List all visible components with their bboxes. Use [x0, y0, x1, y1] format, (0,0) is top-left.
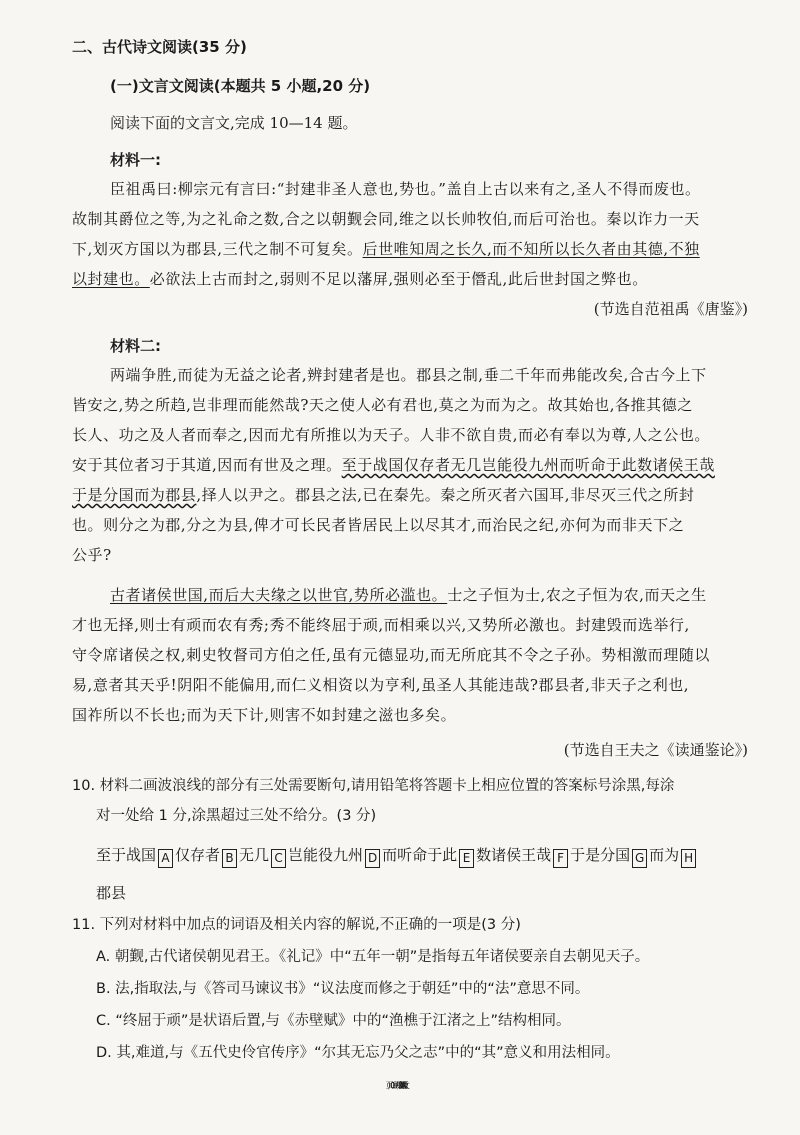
break-marker-A[interactable]: A — [158, 849, 173, 868]
material1-line: 故制其爵位之等,为之礼命之数,合之以朝觐会同,维之以长帅牧伯,而后可治也。秦以诈力一天 — [72, 210, 700, 228]
question-11-stem: 11. 下列对材料中加点的词语及相关内容的解说,不正确的一项是(3 分) — [72, 917, 521, 933]
break-marker-G[interactable]: G — [632, 849, 647, 868]
material1-underlined-text: 后世唯知周之长久,而不知所以长久者由其德,不独 — [362, 240, 700, 258]
break-marker-D[interactable]: D — [365, 849, 380, 868]
break-marker-E[interactable]: E — [459, 849, 474, 868]
material1-line — [72, 239, 700, 259]
break-marker-C[interactable]: C — [271, 849, 286, 868]
material1-line: 臣祖禹曰:柳宗元有言曰:“封建非圣人意也,势也。”盖自上古以来有之,圣人不得而废也。 — [110, 180, 701, 198]
material2-line — [72, 455, 715, 475]
material1-text: 必欲法上古而封之,弱则不足以藩屏,强则必至于僭乱,此后世封国之弊也。 — [149, 270, 648, 288]
material2-line: 皆安之,势之所趋,岂非理而能然哉?天之使人必有君也,莫之为而为之。故其始也,各推其德之 — [72, 396, 693, 414]
material1-underlined-text: 以封建也。 — [72, 270, 150, 288]
material1-source: (节选自范祖禹《唐鉴》) — [593, 300, 748, 318]
option-d[interactable]: D. 其,难道,与《五代史伶官传序》“尔其无忘乃父之志”中的“其”意义和用法相同。 — [96, 1045, 620, 1061]
question-10-sentence — [96, 845, 698, 868]
reading-instruction: 阅读下面的文言文,完成 10—14 题。 — [110, 114, 358, 132]
material1-text: 下,划灭方国以为郡县,三代之制不可复矣。 — [72, 240, 363, 258]
subsection-title: (一)文言文阅读(本题共 5 小题,20 分) — [110, 77, 371, 95]
sentence-segment: 郡县 — [96, 884, 127, 902]
material2-line: 长人、功之及人者而奉之,因而尤有所推以为天子。人非不欲自贵,而必有奉以为尊,人之公也。 — [72, 426, 710, 444]
question-10-stem: 10. 材料二画波浪线的部分有三处需要断句,请用铅笔将答题卡上相应位置的答案标号涂黑,每涂 — [72, 778, 675, 794]
material2-line: 守令席诸侯之权,刺史牧督司方伯之任,虽有元德显功,而无所庇其不令之子孙。势相激而理随以 — [72, 646, 710, 664]
material1-line — [72, 269, 648, 289]
question-10-stem: 对一处给 1 分,涂黑超过三处不给分。(3 分) — [96, 808, 377, 824]
break-marker-F[interactable]: F — [553, 849, 568, 868]
material2-line: 才也无择,则士有顽而农有秀;秀不能终屈于顽,而相乘以兴,又势所必激也。封建毁而选举行, — [72, 616, 690, 634]
sentence-segment: 岂能役九州 — [288, 846, 364, 864]
page-footer — [0, 1076, 800, 1096]
material2-line: 两端争胜,而徒为无益之论者,辨封建者是也。郡县之制,垂二千年而弗能改矣,合古今上下 — [110, 366, 707, 384]
wavy-underlined-text: 至于战国仅存者无几岂能役九州而听命于此数诸侯王哉 — [341, 456, 715, 474]
wavy-underlined-text: 于是分国而为郡县 — [72, 486, 197, 504]
material2-text: ,择人以尹之。郡县之法,已在秦先。秦之所灭者六国耳,非尽灭三代之所封 — [196, 486, 695, 504]
sentence-segment: 无几 — [239, 846, 270, 864]
material2-line: 公乎? — [72, 546, 112, 564]
break-marker-H[interactable]: H — [681, 849, 696, 868]
break-marker-B[interactable]: B — [222, 849, 237, 868]
option-b[interactable]: B. 法,指取法,与《答司马谏议书》“议法度而修之于朝廷”中的“法”意思不同。 — [96, 981, 590, 997]
sentence-segment: 而为 — [649, 846, 680, 864]
section-title: 二、古代诗文阅读(35 分) — [72, 38, 247, 56]
material1-label: 材料一: — [110, 151, 161, 169]
sentence-segment: 于是分国 — [570, 846, 631, 864]
sentence-segment: 仅存者 — [175, 846, 221, 864]
sentence-segment: 数诸侯王哉 — [476, 846, 552, 864]
faint-watermark — [713, 606, 800, 709]
material2-line — [110, 585, 707, 605]
material2-text: 士之子恒为士,农之子恒为农,而天之生 — [447, 586, 707, 604]
material2-line: 国祚所以不长也;而为天下计,则害不如封建之滋也多矣。 — [72, 706, 457, 724]
sentence-segment: 而听命于此 — [382, 846, 458, 864]
material2-underlined-text: 古者诸侯世国,而后大夫缘之以世官,势所必滥也。 — [110, 586, 448, 604]
sentence-segment: 至于战国 — [96, 846, 157, 864]
material2-line: 易,意者其天乎!阴阳不能偏用,而仁义相资以为亨利,虽圣人其能违哉?郡县者,非天子之利也, — [72, 676, 690, 694]
material2-label: 材料二: — [110, 337, 161, 355]
material2-line — [72, 485, 694, 505]
material2-text: 安于其位者习于其道,因而有世及之理。 — [72, 456, 342, 474]
material2-line: 也。则分之为郡,分之为县,俾才可长民者皆居民上以尽其才,而治民之纪,亦何为而非天下之 — [72, 516, 685, 534]
option-c[interactable]: C. “终屈于顽”是状语后置,与《赤壁赋》中的“渔樵于江渚之上”结构相同。 — [96, 1013, 571, 1029]
option-a[interactable]: A. 朝觐,古代诸侯朝见君王。《礼记》中“五年一朝”是指每五年诸侯要亲自去朝见天子。 — [96, 949, 650, 965]
material2-source: (节选自王夫之《读通鉴论》) — [563, 741, 748, 759]
